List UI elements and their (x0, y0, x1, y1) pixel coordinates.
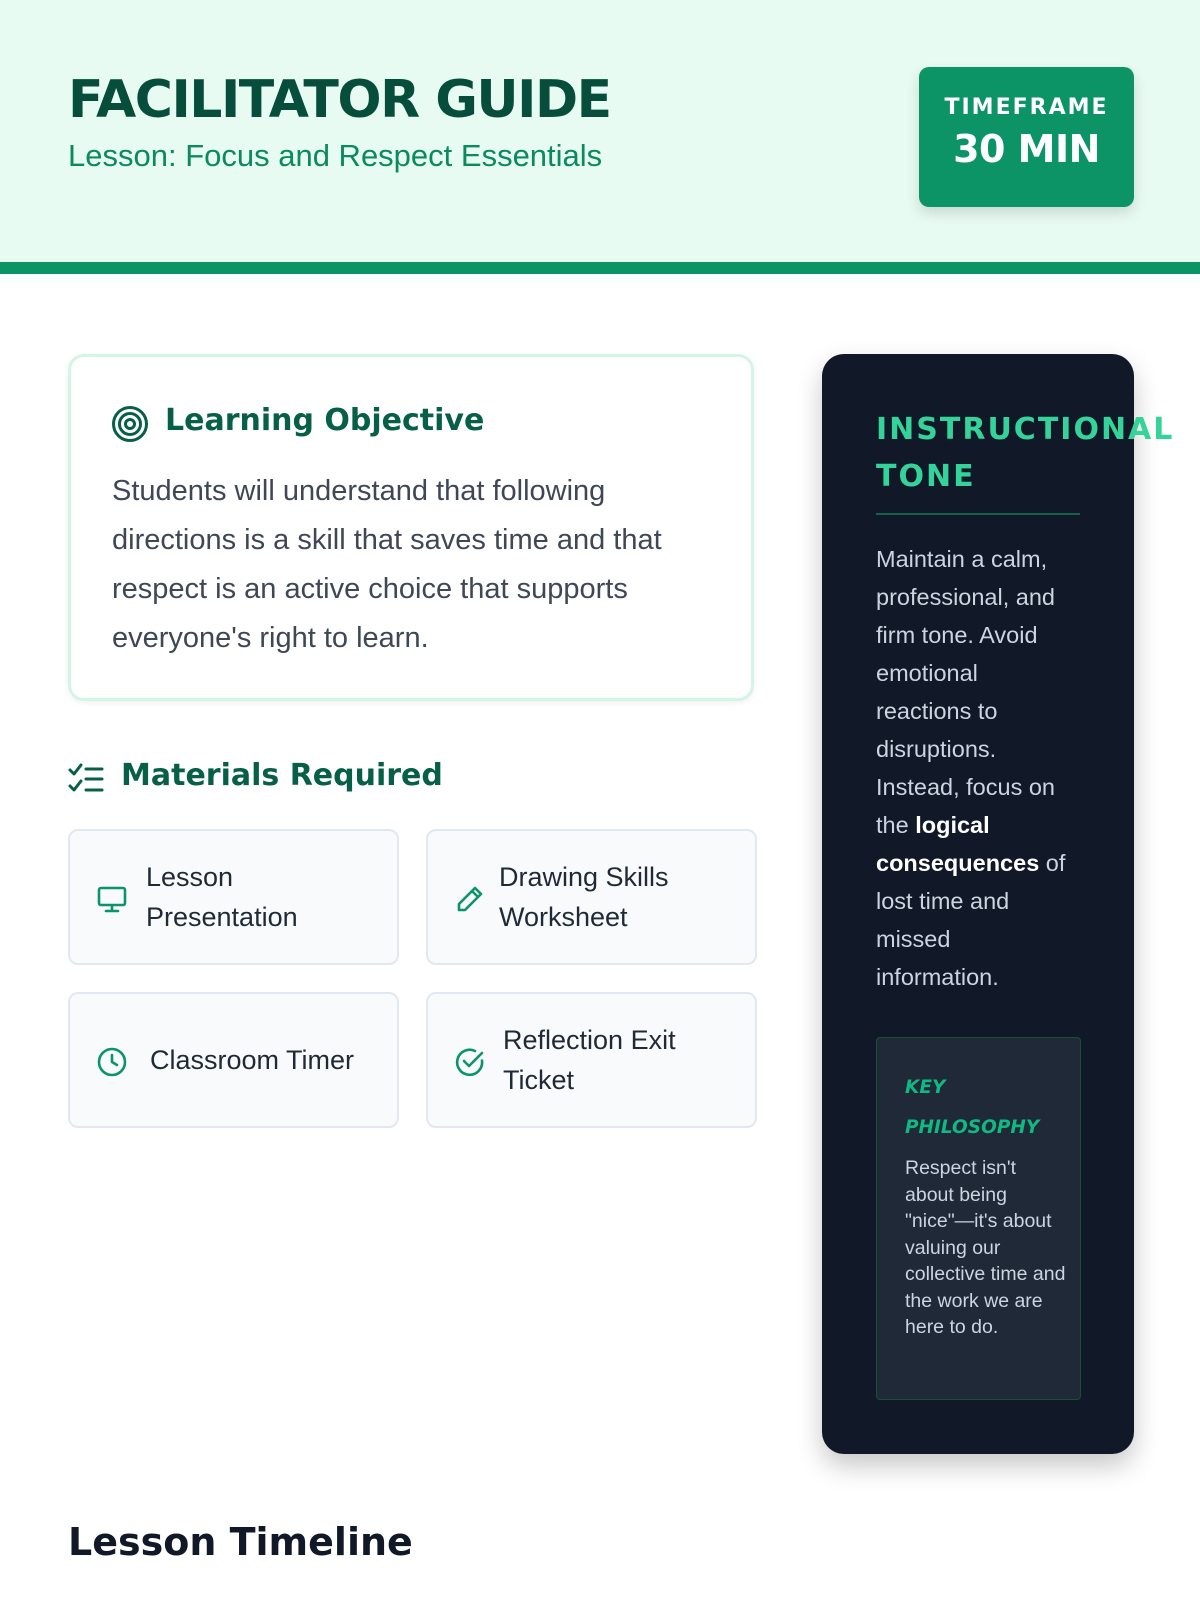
tone-divider (876, 513, 1080, 515)
tone-text: Maintain a calm, professional, and firm tone. Avoid emotional reactions to disruptions. Instead, focus on the logical consequences of lost time and missed information. (876, 546, 1066, 990)
timeframe-label: TIMEFRAME (944, 95, 1109, 120)
material-item (426, 992, 757, 1128)
timeline-title: Lesson Timeline (68, 1520, 413, 1564)
objective-text: Students will understand that following directions is a skill that saves time and that respect is an active choice that supports everyone's right to learn. (112, 475, 662, 654)
page-title: FACILITATOR GUIDE (68, 70, 611, 130)
checklist-icon (68, 762, 104, 796)
tone-emphasis: logical consequences (876, 812, 1040, 876)
clock-icon (96, 1046, 128, 1078)
key-philosophy-box (876, 1037, 1081, 1400)
lesson-subtitle: Lesson: Focus and Respect Essentials (68, 138, 603, 173)
materials-title: Materials Required (121, 758, 443, 793)
tone-title: INSTRUCTIONAL TONE (876, 412, 1175, 494)
page-header (0, 0, 1200, 274)
check-circle-icon (454, 1046, 486, 1078)
material-label: Reflection Exit Ticket (503, 1025, 676, 1095)
learning-objective-card (68, 354, 754, 701)
timeframe-badge (919, 67, 1134, 207)
material-label: Lesson Presentation (146, 862, 298, 932)
pencil-icon (454, 883, 486, 915)
timeframe-value: 30 MIN (953, 127, 1100, 171)
material-item (68, 829, 399, 965)
monitor-icon (96, 883, 128, 915)
material-label: Classroom Timer (150, 1045, 355, 1075)
material-item (68, 992, 399, 1128)
philosophy-label: KEY PHILOSOPHY (905, 1077, 1040, 1138)
material-label: Drawing Skills Worksheet (499, 862, 669, 932)
philosophy-text: Respect isn't about being "nice"—it's about valuing our collective time and the work we are here to do. (905, 1157, 1066, 1338)
instructional-tone-panel (822, 354, 1175, 1454)
target-icon (111, 405, 149, 443)
objective-title: Learning Objective (165, 403, 485, 438)
material-item (426, 829, 757, 965)
